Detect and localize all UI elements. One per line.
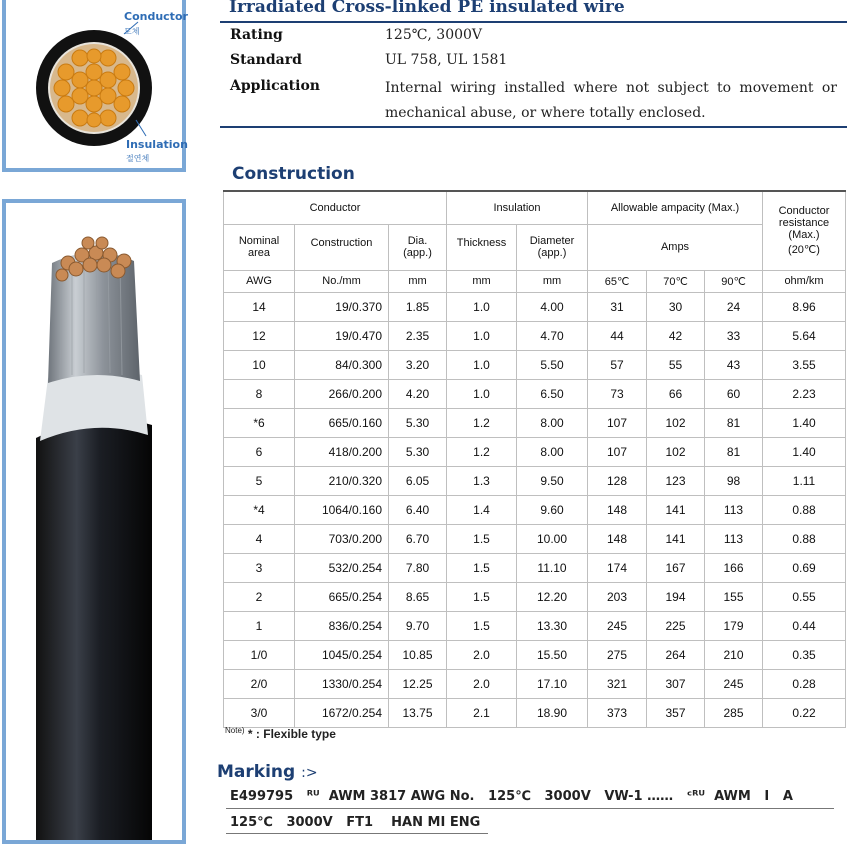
- table-cell: 1045/0.254: [295, 640, 389, 669]
- table-cell: 1672/0.254: [295, 698, 389, 727]
- table-cell: 141: [647, 495, 705, 524]
- table-cell: 0.88: [763, 495, 846, 524]
- table-cell: 66: [647, 379, 705, 408]
- table-cell: 19/0.470: [295, 321, 389, 350]
- header-insulation: Insulation: [447, 191, 588, 224]
- table-cell: 5: [224, 466, 295, 495]
- insulation-label: Insulation: [126, 138, 188, 151]
- table-cell: 6: [224, 437, 295, 466]
- table-cell: 6.70: [389, 524, 447, 553]
- table-cell: 3/0: [224, 698, 295, 727]
- marking-arrow: :>: [301, 765, 318, 781]
- table-cell: 1.0: [447, 379, 517, 408]
- table-cell: 1.2: [447, 437, 517, 466]
- table-row: [224, 437, 846, 466]
- table-cell: 174: [588, 553, 647, 582]
- table-cell: 33: [705, 321, 763, 350]
- table-cell: 5.64: [763, 321, 846, 350]
- table-cell: 1.11: [763, 466, 846, 495]
- table-cell: 703/0.200: [295, 524, 389, 553]
- table-cell: 266/0.200: [295, 379, 389, 408]
- table-cell: 0.22: [763, 698, 846, 727]
- table-cell: 1.5: [447, 611, 517, 640]
- table-cell: 0.88: [763, 524, 846, 553]
- table-cell: 373: [588, 698, 647, 727]
- header-dia-text: Dia. (app.): [403, 235, 432, 259]
- table-cell: 0.35: [763, 640, 846, 669]
- table-row: [224, 379, 846, 408]
- table-cell: 1.5: [447, 524, 517, 553]
- table-cell: 102: [647, 408, 705, 437]
- table-cell: 4.20: [389, 379, 447, 408]
- table-cell: 102: [647, 437, 705, 466]
- table-cell: 1.5: [447, 553, 517, 582]
- table-cell: 245: [588, 611, 647, 640]
- table-cell: 6.40: [389, 495, 447, 524]
- table-cell: 43: [705, 350, 763, 379]
- header-thickness: Thickness: [447, 224, 517, 270]
- conductor-sub-label: 도체: [124, 27, 140, 36]
- table-cell: 3.55: [763, 350, 846, 379]
- table-cell: 3: [224, 553, 295, 582]
- insulation-sub-label: 절연체: [126, 154, 150, 163]
- table-cell: 42: [647, 321, 705, 350]
- unit-cell: ohm/km: [763, 270, 846, 292]
- table-cell: 107: [588, 408, 647, 437]
- header-nominal-area-text: Nominal area: [238, 235, 280, 259]
- table-cell: 1.3: [447, 466, 517, 495]
- table-cell: 10: [224, 350, 295, 379]
- wire-photo-panel: [2, 199, 186, 844]
- table-row: [224, 640, 846, 669]
- table-cell: 12.20: [517, 582, 588, 611]
- header-dia: [389, 224, 447, 270]
- table-cell: 2: [224, 582, 295, 611]
- table-cell: 19/0.370: [295, 292, 389, 321]
- table-cell: 24: [705, 292, 763, 321]
- table-cell: 5.30: [389, 437, 447, 466]
- construction-table: [223, 190, 846, 728]
- table-cell: 225: [647, 611, 705, 640]
- table-cell: 532/0.254: [295, 553, 389, 582]
- table-cell: 8.00: [517, 408, 588, 437]
- table-cell: 307: [647, 669, 705, 698]
- header-amps: Amps: [588, 224, 763, 270]
- wire-photo: [6, 203, 182, 840]
- marking-heading-text: Marking: [217, 762, 296, 782]
- table-cell: 148: [588, 495, 647, 524]
- table-cell: 107: [588, 437, 647, 466]
- header-diameter-text: Diameter (app.): [529, 235, 575, 259]
- marking-rule-2: [226, 833, 488, 834]
- table-cell: 285: [705, 698, 763, 727]
- table-cell: 3.20: [389, 350, 447, 379]
- spec-standard-label: Standard: [230, 52, 302, 68]
- table-cell: 7.80: [389, 553, 447, 582]
- table-cell: 44: [588, 321, 647, 350]
- unit-cell: mm: [389, 270, 447, 292]
- table-cell: 1330/0.254: [295, 669, 389, 698]
- header-resistance: [763, 191, 846, 270]
- table-row: [224, 698, 846, 727]
- header-conductor: Conductor: [224, 191, 447, 224]
- table-cell: 1.0: [447, 321, 517, 350]
- page-title: Irradiated Cross-linked PE insulated wire: [229, 0, 625, 17]
- spec-rating-label: Rating: [230, 27, 283, 43]
- table-cell: 1.4: [447, 495, 517, 524]
- table-cell: 13.30: [517, 611, 588, 640]
- table-cell: 321: [588, 669, 647, 698]
- table-cell: 0.69: [763, 553, 846, 582]
- table-cell: 84/0.300: [295, 350, 389, 379]
- table-cell: 275: [588, 640, 647, 669]
- table-cell: 81: [705, 408, 763, 437]
- unit-cell: AWG: [224, 270, 295, 292]
- table-cell: 55: [647, 350, 705, 379]
- table-cell: 8.00: [517, 437, 588, 466]
- table-body: [224, 292, 846, 727]
- table-cell: 15.50: [517, 640, 588, 669]
- table-cell: *6: [224, 408, 295, 437]
- table-row: [224, 611, 846, 640]
- table-cell: 0.55: [763, 582, 846, 611]
- table-cell: 665/0.160: [295, 408, 389, 437]
- table-cell: *4: [224, 495, 295, 524]
- table-cell: 13.75: [389, 698, 447, 727]
- table-cell: 210: [705, 640, 763, 669]
- table-cell: 1.85: [389, 292, 447, 321]
- table-cell: 4.00: [517, 292, 588, 321]
- unit-cell: 70℃: [647, 270, 705, 292]
- table-cell: 17.10: [517, 669, 588, 698]
- title-divider: [220, 21, 847, 23]
- table-cell: 98: [705, 466, 763, 495]
- spec-application-value: Internal wiring installed where not subject to movement or mechanical abuse, or where totally enclosed.: [385, 80, 837, 121]
- table-row: [224, 495, 846, 524]
- table-row: [224, 669, 846, 698]
- table-cell: 148: [588, 524, 647, 553]
- table-cell: 113: [705, 495, 763, 524]
- header-construction: Construction: [295, 224, 389, 270]
- table-cell: 6.50: [517, 379, 588, 408]
- header-ampacity-text: Allowable ampacity (Max.): [610, 201, 740, 214]
- table-cell: 1064/0.160: [295, 495, 389, 524]
- table-cell: 167: [647, 553, 705, 582]
- unit-cell: mm: [447, 270, 517, 292]
- table-cell: 1.2: [447, 408, 517, 437]
- table-cell: 2.35: [389, 321, 447, 350]
- table-cell: 6.05: [389, 466, 447, 495]
- cross-section-panel: [2, 0, 186, 172]
- spec-application-label: Application: [230, 78, 320, 94]
- unit-cell: 90℃: [705, 270, 763, 292]
- marking-line-2: 125℃ 3000V FT1 HAN MI ENG: [230, 815, 481, 830]
- table-cell: 12.25: [389, 669, 447, 698]
- table-cell: 31: [588, 292, 647, 321]
- spec-standard-value: UL 758, UL 1581: [385, 52, 508, 68]
- table-cell: 30: [647, 292, 705, 321]
- table-cell: 203: [588, 582, 647, 611]
- table-cell: 128: [588, 466, 647, 495]
- table-cell: 113: [705, 524, 763, 553]
- table-cell: 166: [705, 553, 763, 582]
- table-row: [224, 292, 846, 321]
- table-cell: 4: [224, 524, 295, 553]
- table-cell: 4.70: [517, 321, 588, 350]
- unit-cell: 65℃: [588, 270, 647, 292]
- table-row: [224, 466, 846, 495]
- table-cell: 0.28: [763, 669, 846, 698]
- table-cell: 2.1: [447, 698, 517, 727]
- table-cell: 5.50: [517, 350, 588, 379]
- table-cell: 1.40: [763, 437, 846, 466]
- table-cell: 9.70: [389, 611, 447, 640]
- header-nominal-area: [224, 224, 295, 270]
- table-cell: 155: [705, 582, 763, 611]
- table-cell: 8: [224, 379, 295, 408]
- table-row: [224, 582, 846, 611]
- table-cell: 357: [647, 698, 705, 727]
- table-cell: 2/0: [224, 669, 295, 698]
- marking-rule-1: [226, 808, 834, 809]
- table-cell: 10.00: [517, 524, 588, 553]
- unit-cell: No./mm: [295, 270, 389, 292]
- table-cell: 1.5: [447, 582, 517, 611]
- table-cell: 5.30: [389, 408, 447, 437]
- table-cell: 1.0: [447, 292, 517, 321]
- table-cell: 9.60: [517, 495, 588, 524]
- table-cell: 2.0: [447, 669, 517, 698]
- table-cell: 179: [705, 611, 763, 640]
- spec-rating-value: 125℃, 3000V: [385, 27, 483, 43]
- note-text: * : Flexible type: [247, 727, 336, 741]
- header-diameter: [517, 224, 588, 270]
- unit-cell: mm: [517, 270, 588, 292]
- table-cell: 264: [647, 640, 705, 669]
- table-row: [224, 524, 846, 553]
- table-cell: 1/0: [224, 640, 295, 669]
- table-cell: 418/0.200: [295, 437, 389, 466]
- table-cell: 11.10: [517, 553, 588, 582]
- note-prefix: Note): [225, 726, 245, 735]
- spec-divider: [220, 126, 847, 128]
- table-cell: 194: [647, 582, 705, 611]
- conductor-label: Conductor: [124, 10, 188, 23]
- table-row: [224, 321, 846, 350]
- table-row: [224, 350, 846, 379]
- table-cell: 210/0.320: [295, 466, 389, 495]
- construction-heading: Construction: [232, 164, 355, 184]
- table-cell: 0.44: [763, 611, 846, 640]
- table-cell: 245: [705, 669, 763, 698]
- table-cell: 141: [647, 524, 705, 553]
- table-cell: 1.0: [447, 350, 517, 379]
- table-cell: 8.96: [763, 292, 846, 321]
- units-row: [224, 270, 846, 292]
- table-cell: 836/0.254: [295, 611, 389, 640]
- table-cell: 1.40: [763, 408, 846, 437]
- note: [225, 726, 336, 741]
- table-cell: 57: [588, 350, 647, 379]
- table-cell: 81: [705, 437, 763, 466]
- table-cell: 12: [224, 321, 295, 350]
- table-cell: 2.0: [447, 640, 517, 669]
- table-cell: 73: [588, 379, 647, 408]
- table-cell: 665/0.254: [295, 582, 389, 611]
- table-cell: 123: [647, 466, 705, 495]
- marking-heading: [217, 762, 318, 782]
- table-cell: 8.65: [389, 582, 447, 611]
- marking-line-1: E499795 ᴿᵁ AWM 3817 AWG No. 125℃ 3000V VW-1 …… ᶜᴿᵁ AWM I A: [230, 789, 793, 804]
- table-cell: 1: [224, 611, 295, 640]
- table-row: [224, 408, 846, 437]
- header-resistance-text: Conductor resistance (Max.): [778, 205, 830, 242]
- table-cell: 9.50: [517, 466, 588, 495]
- table-cell: 2.23: [763, 379, 846, 408]
- table-cell: 18.90: [517, 698, 588, 727]
- header-ampacity: [588, 191, 763, 224]
- table-cell: 14: [224, 292, 295, 321]
- table-cell: 60: [705, 379, 763, 408]
- table-cell: 10.85: [389, 640, 447, 669]
- header-resistance-temp: (20℃): [788, 244, 820, 257]
- table-row: [224, 553, 846, 582]
